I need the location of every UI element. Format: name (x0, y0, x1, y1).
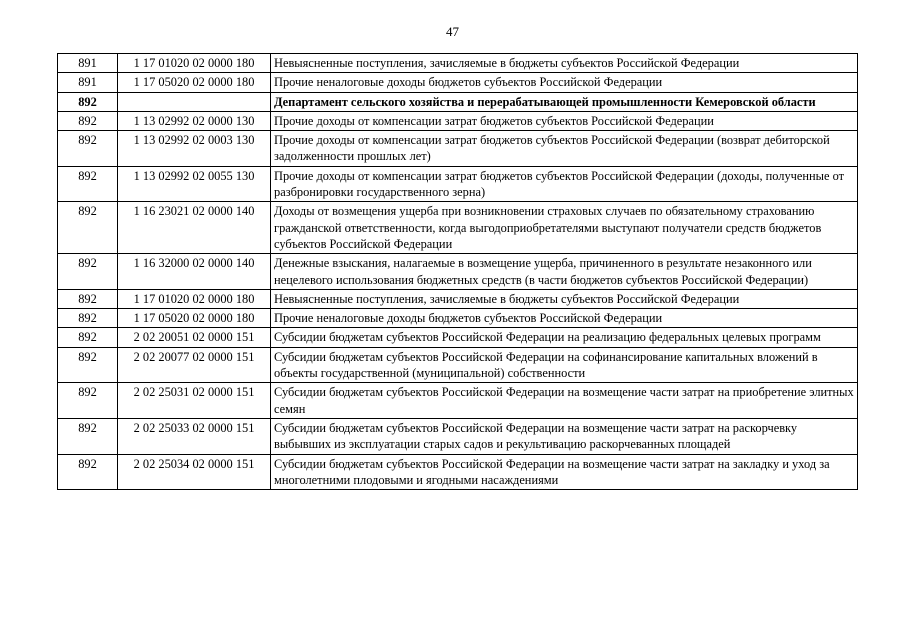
administrator-code-cell: 892 (58, 309, 118, 328)
budget-classification-code-cell (118, 92, 271, 111)
administrator-code-cell: 892 (58, 111, 118, 130)
revenue-name-cell: Невыясненные поступления, зачисляемые в бюджеты субъектов Российской Федерации (271, 289, 858, 308)
administrator-code-cell: 891 (58, 73, 118, 92)
revenue-name-cell: Прочие доходы от компенсации затрат бюджетов субъектов Российской Федерации (271, 111, 858, 130)
administrator-code-cell: 892 (58, 92, 118, 111)
table-row (58, 289, 858, 308)
table-row (58, 73, 858, 92)
department-name-cell: Департамент сельского хозяйства и перерабатывающей промышленности Кемеровской области (271, 92, 858, 111)
administrator-code-cell: 892 (58, 383, 118, 419)
revenue-name-cell: Субсидии бюджетам субъектов Российской Федерации на софинансирование капитальных вложений в объекты государственной (муниципальной) собственности (271, 347, 858, 383)
revenue-name-cell: Денежные взыскания, налагаемые в возмещение ущерба, причиненного в результате незаконного или нецелевого использования бюджетных средств (в части бюджетов субъектов Российской Федерации) (271, 254, 858, 290)
budget-codes-table (57, 53, 858, 490)
budget-classification-code-cell: 2 02 25033 02 0000 151 (118, 418, 271, 454)
table-row (58, 166, 858, 202)
table-row (58, 347, 858, 383)
budget-classification-code-cell: 1 16 23021 02 0000 140 (118, 202, 271, 254)
table-body (58, 54, 858, 490)
revenue-name-cell: Прочие неналоговые доходы бюджетов субъектов Российской Федерации (271, 309, 858, 328)
budget-classification-code-cell: 2 02 20051 02 0000 151 (118, 328, 271, 347)
budget-classification-code-cell: 1 13 02992 02 0000 130 (118, 111, 271, 130)
administrator-code-cell: 892 (58, 254, 118, 290)
budget-classification-code-cell: 1 17 05020 02 0000 180 (118, 73, 271, 92)
administrator-code-cell: 892 (58, 289, 118, 308)
table-row (58, 328, 858, 347)
budget-classification-code-cell: 1 17 01020 02 0000 180 (118, 54, 271, 73)
budget-classification-code-cell: 2 02 25031 02 0000 151 (118, 383, 271, 419)
revenue-name-cell: Невыясненные поступления, зачисляемые в бюджеты субъектов Российской Федерации (271, 54, 858, 73)
table-row (58, 454, 858, 490)
budget-classification-code-cell: 1 17 01020 02 0000 180 (118, 289, 271, 308)
revenue-name-cell: Субсидии бюджетам субъектов Российской Федерации на возмещение части затрат на закладку и уход за многолетними плодовыми и ягодными насаждениями (271, 454, 858, 490)
revenue-name-cell: Прочие неналоговые доходы бюджетов субъектов Российской Федерации (271, 73, 858, 92)
administrator-code-cell: 892 (58, 454, 118, 490)
table-row (58, 309, 858, 328)
table-row (58, 54, 858, 73)
table-row (58, 383, 858, 419)
administrator-code-cell: 892 (58, 202, 118, 254)
revenue-name-cell: Субсидии бюджетам субъектов Российской Федерации на возмещение части затрат на приобретение элитных семян (271, 383, 858, 419)
budget-classification-code-cell: 1 17 05020 02 0000 180 (118, 309, 271, 328)
revenue-name-cell: Прочие доходы от компенсации затрат бюджетов субъектов Российской Федерации (доходы, полученные от разбронировки государственного зерна) (271, 166, 858, 202)
administrator-code-cell: 892 (58, 131, 118, 167)
revenue-name-cell: Доходы от возмещения ущерба при возникновении страховых случаев по обязательному страхованию гражданской ответственности, когда выгодоприобретателями выступают получатели средств бюджетов субъектов Российской Федерации (271, 202, 858, 254)
budget-classification-code-cell: 2 02 20077 02 0000 151 (118, 347, 271, 383)
revenue-name-cell: Субсидии бюджетам субъектов Российской Федерации на возмещение части затрат на раскорчевку выбывших из эксплуатации старых садов и рекультивацию раскорчеванных площадей (271, 418, 858, 454)
table-row (58, 418, 858, 454)
page-number: 47 (446, 24, 459, 39)
revenue-name-cell: Субсидии бюджетам субъектов Российской Федерации на реализацию федеральных целевых программ (271, 328, 858, 347)
budget-classification-code-cell: 1 13 02992 02 0003 130 (118, 131, 271, 167)
administrator-code-cell: 892 (58, 347, 118, 383)
budget-classification-code-cell: 2 02 25034 02 0000 151 (118, 454, 271, 490)
table-row (58, 202, 858, 254)
administrator-code-cell: 891 (58, 54, 118, 73)
table-row (58, 111, 858, 130)
table-row (58, 131, 858, 167)
table-row (58, 254, 858, 290)
revenue-name-cell: Прочие доходы от компенсации затрат бюджетов субъектов Российской Федерации (возврат дебиторской задолженности прошлых лет) (271, 131, 858, 167)
budget-classification-code-cell: 1 13 02992 02 0055 130 (118, 166, 271, 202)
administrator-code-cell: 892 (58, 418, 118, 454)
administrator-code-cell: 892 (58, 328, 118, 347)
budget-classification-code-cell: 1 16 32000 02 0000 140 (118, 254, 271, 290)
administrator-code-cell: 892 (58, 166, 118, 202)
department-header-row (58, 92, 858, 111)
